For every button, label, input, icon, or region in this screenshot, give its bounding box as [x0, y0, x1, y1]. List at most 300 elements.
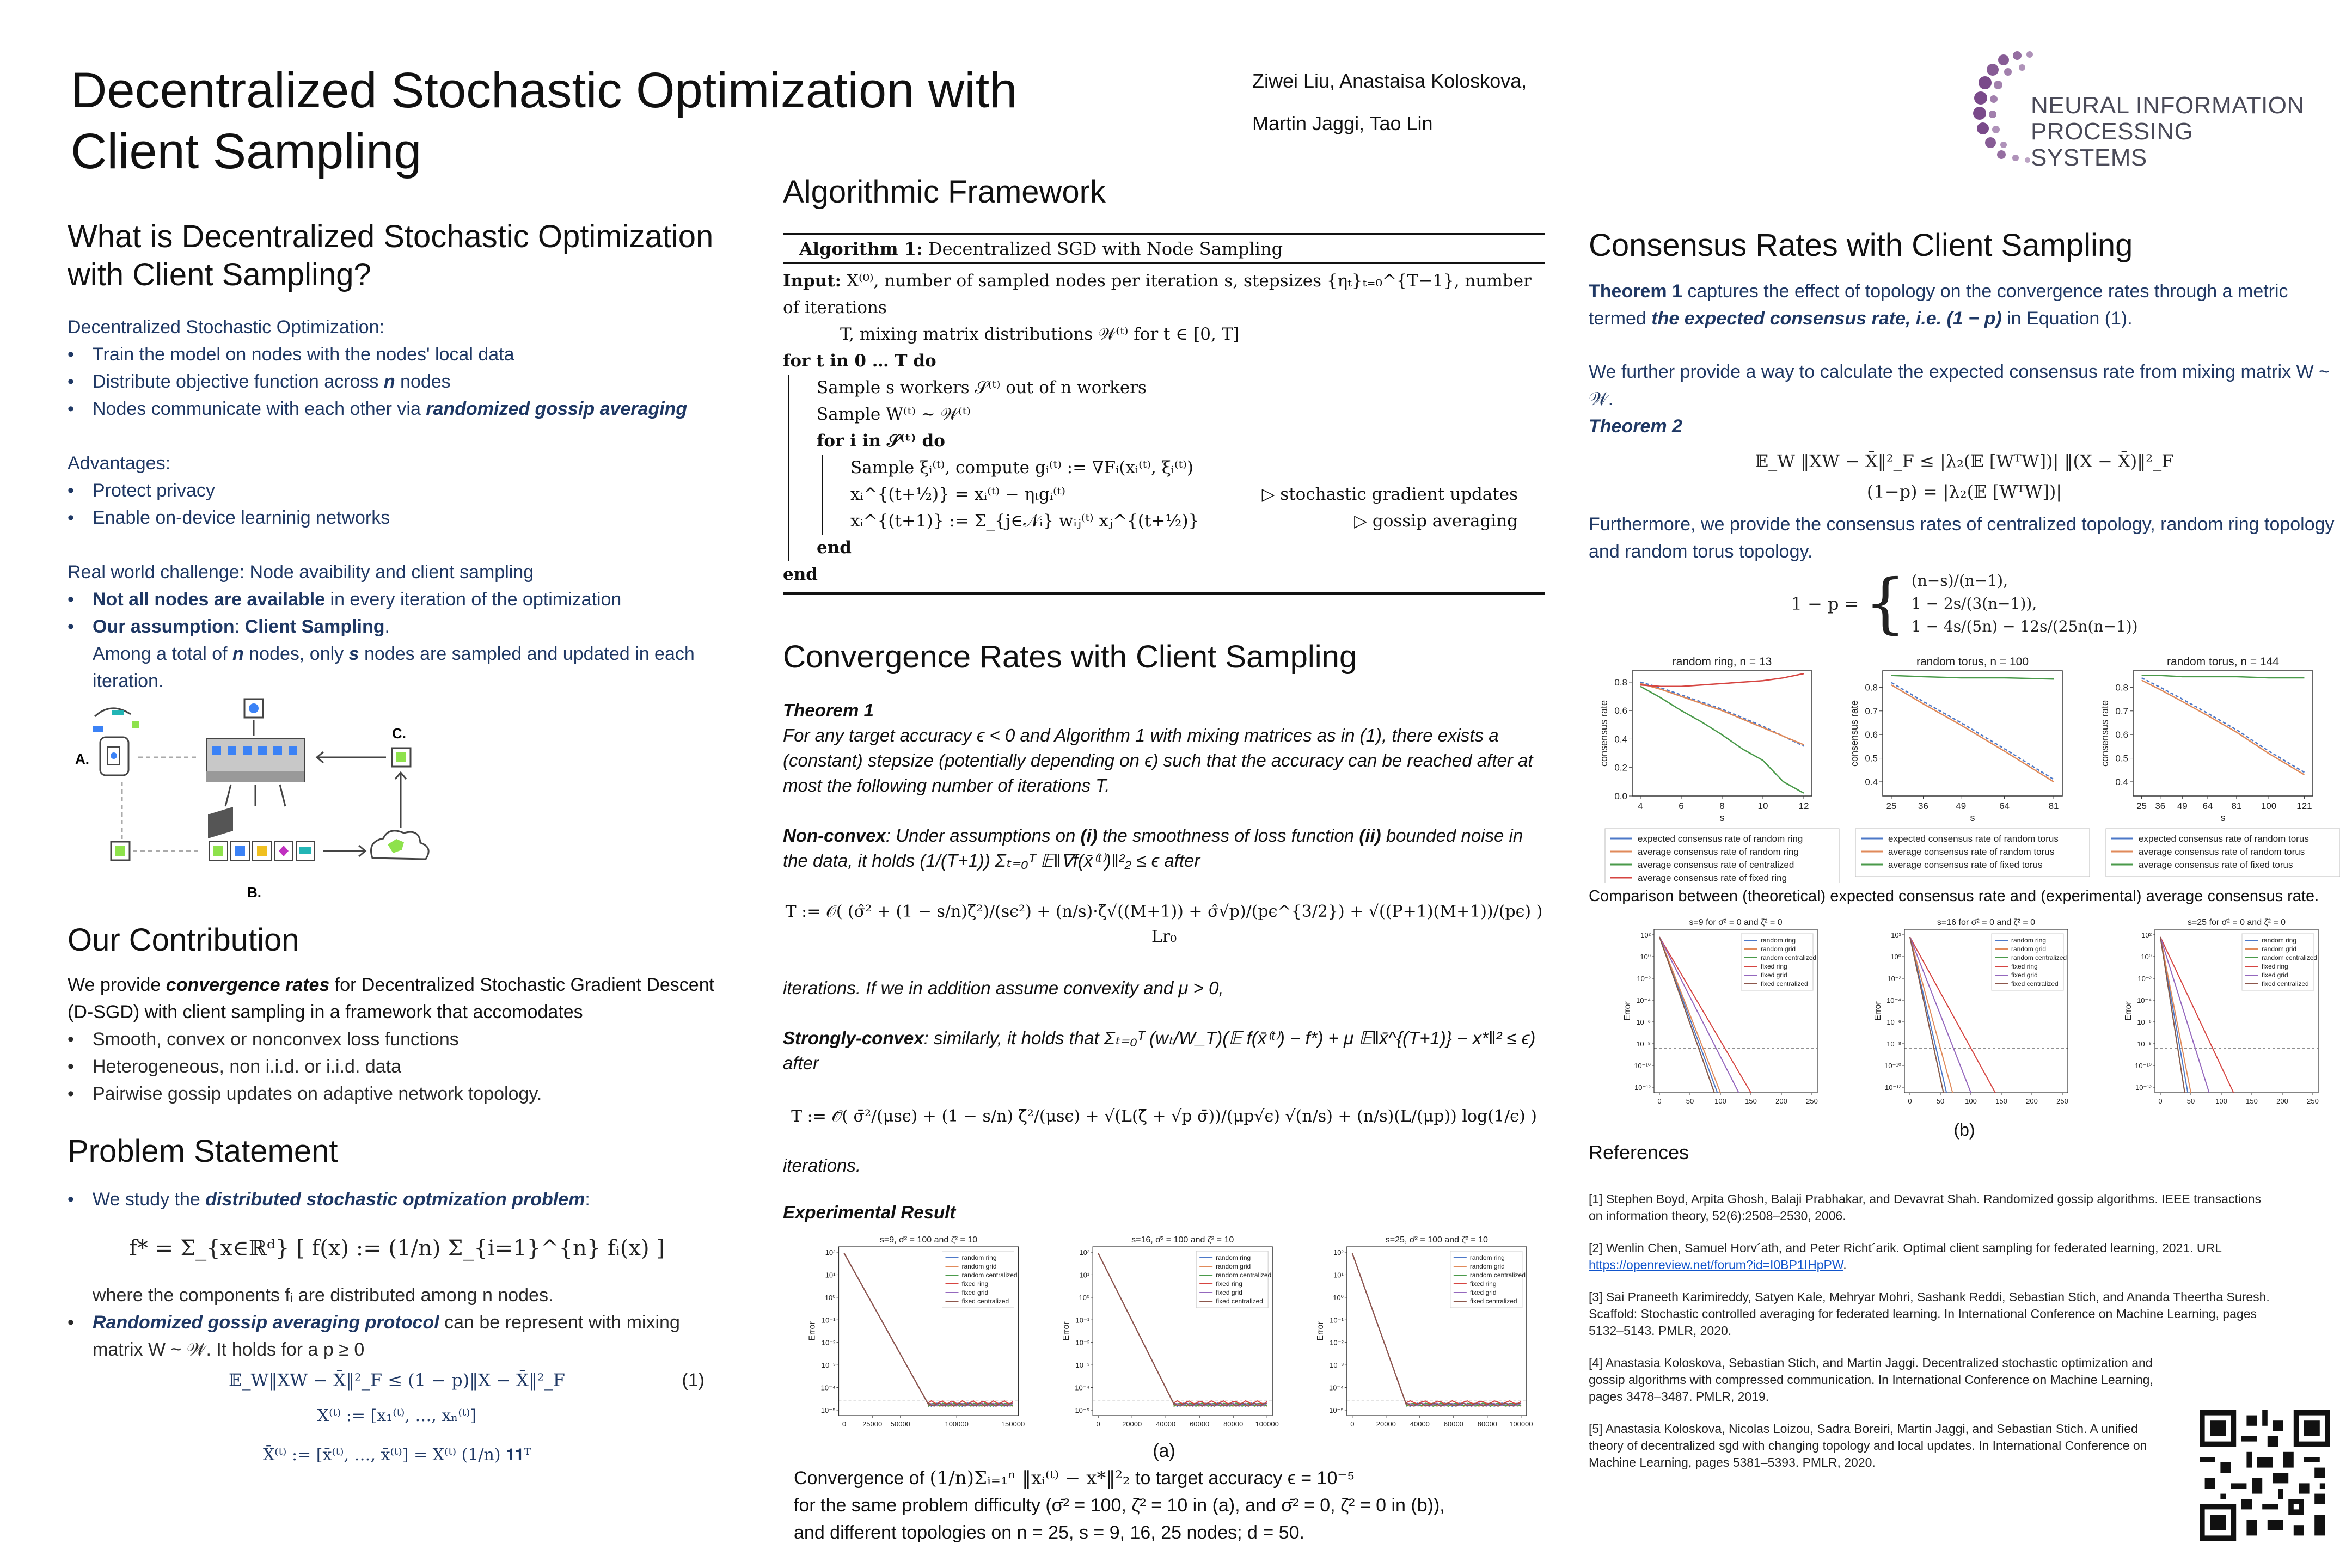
x-axis-label: s: [1970, 812, 1975, 823]
legend-entry: average consensus rate of random torus: [1888, 847, 2055, 857]
problem-list-2: [68, 1309, 726, 1363]
legend-entry: random grid: [1469, 1263, 1505, 1270]
x-tick-label: 150000: [1001, 1420, 1025, 1428]
x-tick-label: 100000: [1509, 1420, 1533, 1428]
list-item: [68, 368, 726, 395]
reference-1: [1] Stephen Boyd, Arpita Ghosh, Balaji Prabhakar, and Devavrat Shah. Randomized gossip algorithms. IEEE transactions on information theory, 52(6):2508–2530, 2006.: [1589, 1192, 2262, 1223]
x-tick-label: 4: [1638, 801, 1643, 811]
legend-entry: fixed ring: [1469, 1280, 1497, 1288]
x-tick-label: 60000: [1443, 1420, 1463, 1428]
x-tick-label: 0: [2158, 1097, 2163, 1105]
algo-for: for t in 0 … T do: [783, 351, 936, 371]
y-tick-label: 10⁻⁸: [2137, 1040, 2152, 1048]
adv-1: Protect privacy: [93, 480, 215, 501]
plot-frame: [1632, 671, 1812, 796]
algo-title-text: Decentralized SGD with Node Sampling: [922, 238, 1283, 259]
chart-title: s=25, σ̄² = 100 and ζ̄² = 10: [1385, 1235, 1488, 1245]
legend-entry: random ring: [2011, 936, 2047, 944]
x-tick-label: 8: [1719, 801, 1725, 811]
x-tick-label: 200: [2276, 1097, 2288, 1105]
dso-b2-pre: Distribute objective function across: [93, 371, 384, 392]
algo-for-i: for i in 𝒮⁽ᵗ⁾ do: [817, 431, 945, 451]
y-tick-label: 10⁻³: [1330, 1361, 1344, 1370]
caption-line-2: for the same problem difficulty (σ̄² = 100, ζ̄² = 10 in (a), and σ̄² = 0, ζ̄² = 0 in (b)),: [794, 1495, 1445, 1516]
legend-entry: random grid: [1761, 945, 1796, 953]
theorem-1-label: Theorem 1: [783, 700, 874, 720]
cons-p1-em: the expected consensus rate, i.e. (1 − p): [1651, 308, 2002, 329]
y-tick-label: 10²: [1079, 1248, 1090, 1257]
fig-label-c: C.: [392, 725, 406, 742]
neurips-logo: [1965, 44, 2314, 169]
contrib-em: convergence rates: [166, 975, 330, 995]
authors: [1252, 60, 1527, 145]
references-list: [1589, 1191, 2275, 1471]
list-item: [68, 504, 726, 531]
legend-entry: fixed ring: [961, 1280, 989, 1288]
x-tick-label: 250: [2056, 1097, 2068, 1105]
y-tick-label: 10²: [825, 1248, 836, 1257]
x-tick-label: 25: [2136, 801, 2147, 811]
y-tick-label: 10⁻⁶: [1636, 1018, 1651, 1026]
prob-b1-post: :: [585, 1189, 590, 1210]
algo-gossip-row: [850, 508, 1545, 535]
legend-entry: average consensus rate of fixed torus: [2139, 860, 2293, 870]
y-tick-label: 10⁻²: [1637, 975, 1651, 983]
theorem-1-body: For any target accuracy ϵ < 0 and Algorithm 1 with mixing matrices as in (1), there exists a (constant) stepsize (potentially depending on ϵ) such that the accuracy can be reached after at most the following number of iterations T.: [783, 725, 1533, 795]
legend-entry: random centralized: [2262, 954, 2318, 961]
consensus-cases: [1589, 566, 2340, 641]
plot-frame: [1883, 671, 2062, 796]
algorithm-box: [783, 233, 1545, 595]
y-tick-label: 10⁻¹⁰: [2135, 1062, 2152, 1070]
consensus-legend-3: [2106, 829, 2340, 877]
x-tick-label: 40000: [1156, 1420, 1176, 1428]
x-tick-label: 40000: [1410, 1420, 1430, 1428]
algorithm-title: [783, 235, 1545, 264]
legend-entry: average consensus rate of random ring: [1638, 847, 1799, 857]
y-tick-label: 0.4: [2115, 776, 2128, 787]
equation-x: X⁽ᵗ⁾ := [x₁⁽ᵗ⁾, …, xₙ⁽ᵗ⁾]: [317, 1406, 477, 1425]
strongly-convex-label: Strongly-convex: [783, 1028, 924, 1048]
dso-b2-n: n: [383, 371, 395, 392]
y-tick-label: 0.4: [1614, 734, 1627, 745]
advantages-block: [68, 450, 726, 531]
x-tick-label: 50: [1686, 1097, 1694, 1105]
contribution-paragraph: [68, 971, 726, 1026]
legend-entry: expected consensus rate of random torus: [2139, 834, 2309, 844]
y-tick-label: 10²: [1640, 931, 1651, 939]
list-item: [68, 1026, 726, 1053]
legend-entry: random grid: [961, 1263, 997, 1270]
y-tick-label: 10²: [2141, 931, 2152, 939]
x-tick-label: 12: [1798, 801, 1809, 811]
column-middle: [783, 173, 1545, 1546]
list-item: [68, 395, 726, 422]
iterations-1: iterations. If we in addition assume convexity and μ > 0,: [783, 978, 1224, 998]
y-tick-label: 10⁰: [824, 1293, 836, 1302]
column-right: [1589, 226, 2340, 1486]
figure-b-label: (b): [1953, 1120, 1975, 1140]
x-tick-label: 0: [842, 1420, 847, 1428]
iterations-2: iterations.: [783, 1155, 861, 1175]
algo-sample-workers: Sample s workers 𝒮⁽ᵗ⁾ out of n workers: [817, 378, 1147, 397]
x-tick-label: 100000: [945, 1420, 969, 1428]
consensus-heading: Consensus Rates with Client Sampling: [1589, 228, 2133, 263]
list-item: [68, 586, 726, 613]
case-3: 1 − 4s/(5n) − 12s/(25n(n−1)): [1911, 617, 2138, 635]
x-tick-label: 60000: [1190, 1420, 1210, 1428]
dso-list: [68, 341, 726, 422]
algo-input: X⁽⁰⁾, number of sampled nodes per iteration s, stepsizes {ηₜ}ₜ₌₀^{T−1}, number of iterations: [783, 271, 1532, 317]
figure-a-label: (a): [1153, 1441, 1175, 1461]
fig-label-a: A.: [75, 751, 89, 767]
what-heading-line-2: with Client Sampling?: [68, 257, 371, 292]
x-tick-label: 100: [1965, 1097, 1977, 1105]
y-tick-label: 10⁻⁶: [2137, 1018, 2152, 1026]
reference-2: [1589, 1240, 2275, 1273]
legend-entry: random ring: [961, 1254, 997, 1261]
legend-entry: fixed grid: [2011, 971, 2038, 979]
x-tick-label: 0: [1657, 1097, 1662, 1105]
qr-code[interactable]: [2200, 1410, 2330, 1541]
caption-line-1: [794, 1465, 1545, 1492]
legend-entry: fixed grid: [1216, 1289, 1242, 1296]
y-tick-label: 10⁻⁴: [1075, 1383, 1090, 1392]
error-chart-a-2: [1062, 1235, 1279, 1428]
nc-i: (i): [1080, 825, 1098, 846]
contribution-heading: Our Contribution: [68, 922, 299, 958]
legend-entry: fixed ring: [2262, 963, 2288, 970]
reference-4: [4] Anastasia Koloskova, Sebastian Stich, and Martin Jaggi. Decentralized stochastic optimization and gossip algorithms with compressed communication. In International Conference on Machine Learning, pages 3478–3487. PMLR, 2019.: [1589, 1356, 2153, 1404]
logo-line-1: NEURAL INFORMATION: [2031, 92, 2305, 119]
problem-heading: Problem Statement: [68, 1134, 338, 1169]
y-tick-label: 10¹: [1333, 1271, 1344, 1279]
list-item: [68, 1309, 726, 1363]
consensus-p1: [1589, 278, 2340, 332]
y-tick-label: 0.2: [1614, 762, 1627, 773]
cap1-math: (1/n)Σᵢ₌₁ⁿ ‖xᵢ⁽ᵗ⁾ − x*‖²₂: [929, 1467, 1130, 1489]
cons-p1-bold: Theorem 1: [1589, 281, 1682, 302]
rw3-n: n: [232, 644, 244, 664]
consensus-chart-2: [1849, 656, 2062, 823]
figure-b-charts: [1589, 913, 2340, 1120]
algo-heading: Algorithmic Framework: [783, 174, 1106, 210]
legend-entry: average consensus rate of fixed torus: [1888, 860, 2043, 870]
legend-entry: random ring: [1761, 936, 1796, 944]
consensus-intro: [1589, 278, 2340, 641]
y-tick-label: 10¹: [1079, 1271, 1090, 1279]
y-tick-label: 10⁰: [1079, 1293, 1090, 1302]
y-tick-label: 0.5: [2115, 753, 2128, 764]
figure-b: [1589, 913, 2340, 1142]
consensus-p3: Furthermore, we provide the consensus rates of centralized topology, random ring topology and random torus topology.: [1589, 514, 2335, 562]
y-tick-label: 10⁻⁴: [820, 1383, 836, 1392]
dso-b3-em: randomized gossip averaging: [426, 399, 688, 419]
prob-b1-em: distributed stochastic optmization problem: [205, 1189, 585, 1210]
x-tick-label: 200: [1775, 1097, 1787, 1105]
list-item: [68, 341, 726, 368]
y-tick-label: 10⁻³: [1075, 1361, 1090, 1370]
y-tick-label: 0.0: [1614, 791, 1627, 801]
consensus-legend-1: [1605, 829, 1839, 883]
equation-theorem-2a: 𝔼_W ‖XW − X̄‖²_F ≤ |λ₂(𝔼 [WᵀW])| ‖(X − X̄)‖²_F: [1755, 451, 2174, 471]
algo-end-outer: end: [783, 565, 818, 584]
consensus-legend-2: [1855, 829, 2090, 877]
legend-entry: fixed centralized: [2262, 980, 2309, 988]
y-axis-label: Error: [1873, 1001, 1883, 1021]
legend-entry: fixed centralized: [1216, 1297, 1263, 1305]
x-tick-label: 36: [1918, 801, 1928, 811]
x-tick-label: 250: [1806, 1097, 1818, 1105]
y-tick-label: 10⁻⁴: [1886, 996, 1901, 1004]
chart-title: random ring, n = 13: [1672, 656, 1772, 668]
legend-entry: fixed grid: [1469, 1289, 1497, 1296]
nc-pre: : Under assumptions on: [885, 825, 1081, 846]
legend-entry: fixed centralized: [1469, 1297, 1517, 1305]
y-tick-label: 10⁰: [1640, 953, 1651, 961]
x-tick-label: 50000: [890, 1420, 910, 1428]
y-tick-label: 10⁻⁵: [820, 1406, 836, 1414]
y-axis-label: Error: [1623, 1001, 1632, 1021]
algo-input-2: T, mixing matrix distributions 𝒲⁽ᵗ⁾ for t ∈ [0, T]: [840, 324, 1240, 344]
x-tick-label: 250: [2307, 1097, 2319, 1105]
y-tick-label: 0.6: [1614, 706, 1627, 716]
algo-gossip-update: xᵢ^{(t+1)} := Σ_{j∈𝒩ᵢ} wᵢⱼ⁽ᵗ⁾ xⱼ^{(t+½)}: [850, 511, 1199, 531]
dso-b1: Train the model on nodes with the nodes' local data: [93, 344, 514, 365]
y-tick-label: 10⁻¹: [1330, 1316, 1344, 1325]
sampled-nodes: [208, 807, 315, 860]
equation-objective: f* = Σ_{x∈ℝᵈ} [ f(x) := (1/n) Σ_{i=1}^{n} fᵢ(x) ]: [129, 1236, 665, 1261]
x-tick-label: 100000: [1255, 1420, 1279, 1428]
list-item: [68, 1053, 726, 1080]
legend-entry: average consensus rate of centralized: [1638, 860, 1794, 870]
algo-compute-grad: Sample ξᵢ⁽ᵗ⁾, compute gᵢ⁽ᵗ⁾ := ∇Fᵢ(xᵢ⁽ᵗ⁾, ξᵢ⁽ᵗ⁾): [850, 458, 1193, 477]
rw2-dot: .: [384, 616, 390, 637]
legend-entry: random grid: [2262, 945, 2297, 953]
list-item: [68, 1186, 726, 1213]
equation-theorem-2b: (1−p) = |λ₂(𝔼 [WᵀW])|: [1866, 481, 2062, 502]
rw-label: Real world challenge: Node avaibility and client sampling: [68, 562, 534, 583]
figure-a: [783, 1230, 1545, 1459]
y-axis-label: consensus rate: [1598, 700, 1609, 767]
y-tick-label: 10⁻¹²: [1634, 1083, 1651, 1092]
legend-entry: fixed centralized: [1761, 980, 1808, 988]
experimental-result-heading: Experimental Result: [783, 1202, 956, 1222]
x-tick-label: 25: [1886, 801, 1897, 811]
y-tick-label: 10⁻¹⁰: [1884, 1062, 1901, 1070]
prob-b1-pre: We study the: [93, 1189, 206, 1210]
cons-p1-c: in Equation (1).: [2001, 308, 2133, 329]
rw3-s: s: [348, 644, 359, 664]
sc-post: : similarly, it holds that Σₜ₌₀ᵀ (wₜ/W_T)(𝔼 f(x̄⁽ᵗ⁾) − f*) + μ 𝔼‖x̄^{(T+1)} − x*‖² ≤ ϵ) after: [783, 1028, 1536, 1073]
legend-entry: average consensus rate of random torus: [2139, 847, 2305, 857]
reference-3: [3] Sai Praneeth Karimireddy, Satyen Kale, Mehryar Mohri, Sashank Reddi, Sebastian Stich, and Ananda Theertha Suresh. Scaffold: Stochastic controlled averaging for federated learning. In International Conference on Machine Learning, pages 5132–5143. PMLR, 2020.: [1589, 1290, 2270, 1338]
y-tick-label: 10⁻²: [1887, 975, 1901, 983]
rw2-bold-1: Our assumption: [93, 616, 235, 637]
caption-line-3: and different topologies on n = 25, s = 9, 16, 25 nodes; d = 50.: [794, 1522, 1304, 1543]
y-tick-label: 10²: [1333, 1248, 1344, 1257]
problem-list-1: [68, 1186, 726, 1213]
chart-title: random torus, n = 144: [2166, 656, 2280, 668]
y-tick-label: 0.8: [1865, 682, 1878, 693]
phone-user-icon: [93, 708, 139, 775]
algo-end-inner: end: [817, 538, 852, 558]
legend-entry: fixed ring: [1761, 963, 1787, 970]
y-tick-label: 10⁻⁴: [1328, 1383, 1344, 1392]
logo-line-2: PROCESSING SYSTEMS: [2031, 118, 2194, 171]
equation-1-number: (1): [682, 1370, 705, 1391]
rw-list: [68, 586, 726, 695]
convergence-heading: Convergence Rates with Client Sampling: [783, 639, 1357, 675]
legend-entry: fixed grid: [1761, 971, 1787, 979]
y-axis-label: Error: [2124, 1001, 2133, 1021]
consensus-p2: We further provide a way to calculate the expected consensus rate from mixing matrix W ~ 𝒲.: [1589, 362, 2330, 409]
problem-block: [68, 1186, 726, 1469]
x-tick-label: 80000: [1477, 1420, 1497, 1428]
y-tick-label: 10⁻²: [1075, 1338, 1090, 1347]
brace-icon: {: [1864, 566, 1906, 641]
x-tick-label: 100: [2261, 801, 2277, 811]
what-heading: [68, 218, 726, 294]
neurips-dots-icon: [1965, 44, 2042, 169]
algo-sgd-comment: ▷ stochastic gradient updates: [1261, 485, 1518, 504]
rw1-post: in every iteration of the optimization: [325, 589, 622, 610]
y-tick-label: 10⁰: [1890, 953, 1901, 961]
nc-mid: the smoothness of loss function: [1097, 825, 1359, 846]
y-tick-label: 0.8: [1614, 677, 1627, 688]
rw2-mid: :: [234, 616, 245, 637]
chart-title: s=9, σ̄² = 100 and ζ̄² = 10: [879, 1235, 978, 1245]
what-heading-line-1: What is Decentralized Stochastic Optimization: [68, 219, 714, 254]
y-tick-label: 0.6: [1865, 730, 1878, 740]
x-axis-label: s: [1719, 812, 1725, 823]
cons-p1-a: captures the effect of topology on the convergence rates through a metric termed: [1589, 281, 2288, 329]
legend-entry: random centralized: [961, 1271, 1018, 1279]
figure-a-charts: [783, 1230, 1545, 1443]
algo-loop-body: [788, 375, 1545, 561]
x-tick-label: 49: [1956, 801, 1967, 811]
figure-a-caption: [783, 1465, 1545, 1546]
dso-b2-post: nodes: [395, 371, 451, 392]
algo-sgd-update: xᵢ^{(t+½)} = xᵢ⁽ᵗ⁾ − ηₜgᵢ⁽ᵗ⁾: [850, 485, 1065, 504]
y-tick-label: 10⁻¹: [821, 1316, 836, 1325]
x-tick-label: 20000: [1122, 1420, 1142, 1428]
legend-entry: random centralized: [1469, 1271, 1526, 1279]
ref2-dot: .: [1843, 1258, 1847, 1272]
y-axis-label: consensus rate: [1849, 700, 1860, 767]
y-tick-label: 10⁻³: [821, 1361, 836, 1370]
y-axis-label: consensus rate: [2099, 700, 2110, 767]
chart-title: s=9 for σ̄² = 0 and ζ̄² = 0: [1689, 918, 1783, 927]
contribution-block: [68, 971, 726, 1107]
adv-2: Enable on-device learninig networks: [93, 507, 390, 528]
y-tick-label: 10⁻⁵: [1329, 1406, 1344, 1414]
contrib-b2: Heterogeneous, non i.i.d. or i.i.d. data: [93, 1056, 402, 1077]
chart-title: s=16, σ̄² = 100 and ζ̄² = 10: [1131, 1235, 1234, 1245]
contribution-list: [68, 1026, 726, 1107]
legend-entry: fixed centralized: [961, 1297, 1009, 1305]
y-tick-label: 0.6: [2115, 730, 2128, 740]
comparison-caption: Comparison between (theoretical) expected consensus rate and (experimental) average consensus rate.: [1589, 887, 2319, 905]
legend-entry: random centralized: [1216, 1271, 1272, 1279]
algorithm-body: [783, 264, 1545, 592]
x-tick-label: 200: [2026, 1097, 2038, 1105]
server-cluster-icon: [206, 738, 304, 782]
contrib-post: for Decentralized Stochastic Gradient Descent (D-SGD) with client sampling in a framework that accomodates: [68, 975, 715, 1022]
chart-title: s=16 for σ̄² = 0 and ζ̄² = 0: [1937, 918, 2036, 927]
adv-list: [68, 477, 726, 531]
algo-input-kw: Input:: [783, 271, 842, 291]
x-tick-label: 100: [1714, 1097, 1726, 1105]
nc-ii: (ii): [1359, 825, 1381, 846]
y-tick-label: 0.7: [1865, 706, 1878, 716]
error-chart-a-1: [808, 1235, 1025, 1428]
logo-text: [2031, 93, 2314, 171]
legend-entry: random ring: [1469, 1254, 1505, 1261]
y-tick-label: 10²: [1891, 931, 1901, 939]
case-1: (n−s)/(n−1),: [1911, 572, 2008, 590]
x-tick-label: 150: [1745, 1097, 1757, 1105]
y-tick-label: 0.5: [1865, 753, 1878, 764]
legend-entry: random ring: [1216, 1254, 1251, 1261]
algo-gossip-comment: ▷ gossip averaging: [1354, 511, 1518, 531]
y-tick-label: 10⁻⁵: [1075, 1406, 1090, 1414]
theorem-1-block: [783, 698, 1545, 1225]
y-tick-label: 10⁻¹⁰: [1634, 1062, 1651, 1070]
legend-entry: random grid: [1216, 1263, 1251, 1270]
y-tick-label: 0.7: [2115, 706, 2128, 716]
error-chart-a-3: [1316, 1235, 1533, 1428]
y-tick-label: 10⁻²: [2137, 975, 2152, 983]
y-tick-label: 10⁻²: [821, 1338, 836, 1347]
x-tick-label: 0: [1908, 1097, 1912, 1105]
challenge-block: [68, 559, 726, 695]
y-tick-label: 10⁻¹²: [1885, 1083, 1901, 1092]
equation-nonconvex: T := 𝒪( (σ̂² + (1 − s/n)ζ̂²)/(sϵ²) + (n/s)·ζ̂√((M+1)) + σ̂√p)/(pϵ^{3/2}) + √((P+1)(M+1))/(pϵ) ) Lr₀: [785, 902, 1543, 946]
x-tick-label: 150: [1995, 1097, 2007, 1105]
algo-sgd-row: [850, 481, 1545, 508]
contrib-pre: We provide: [68, 975, 166, 995]
algo-sample-w: Sample W⁽ᵗ⁾ ~ 𝒲⁽ᵗ⁾: [817, 405, 971, 424]
consensus-chart-3: [2099, 656, 2313, 823]
x-tick-label: 0: [1350, 1420, 1355, 1428]
x-tick-label: 64: [1999, 801, 2010, 811]
cases-list: [1912, 569, 2138, 638]
adv-label: Advantages:: [68, 453, 171, 474]
x-tick-label: 25000: [862, 1420, 883, 1428]
x-tick-label: 81: [2048, 801, 2059, 811]
rw2-bold-2: Client Sampling: [244, 616, 385, 637]
ref2-link[interactable]: https://openreview.net/forum?id=I0BP1IHpPW: [1589, 1258, 1843, 1272]
title-line-1: Decentralized Stochastic Optimization with: [71, 63, 1018, 118]
algo-inner-body: [822, 455, 1545, 535]
rw3-mid: nodes, only: [243, 644, 349, 664]
x-tick-label: 150: [2246, 1097, 2258, 1105]
dso-b3-pre: Nodes communicate with each other via: [93, 399, 426, 419]
list-item: [68, 477, 726, 504]
fig-label-b: B.: [247, 884, 261, 901]
x-tick-label: 20000: [1376, 1420, 1396, 1428]
poster-title: [71, 60, 1105, 182]
authors-line-2: Martin Jaggi, Tao Lin: [1252, 112, 1433, 134]
y-tick-label: 0.8: [2115, 682, 2128, 693]
y-tick-label: 10⁻¹²: [2135, 1083, 2152, 1092]
legend-entry: fixed grid: [961, 1289, 989, 1296]
theorem-2-label: Theorem 2: [1589, 416, 1682, 437]
error-chart-b-2: [1873, 918, 2068, 1105]
rw3-pre: Among a total of: [93, 644, 233, 664]
list-item: [68, 613, 726, 695]
